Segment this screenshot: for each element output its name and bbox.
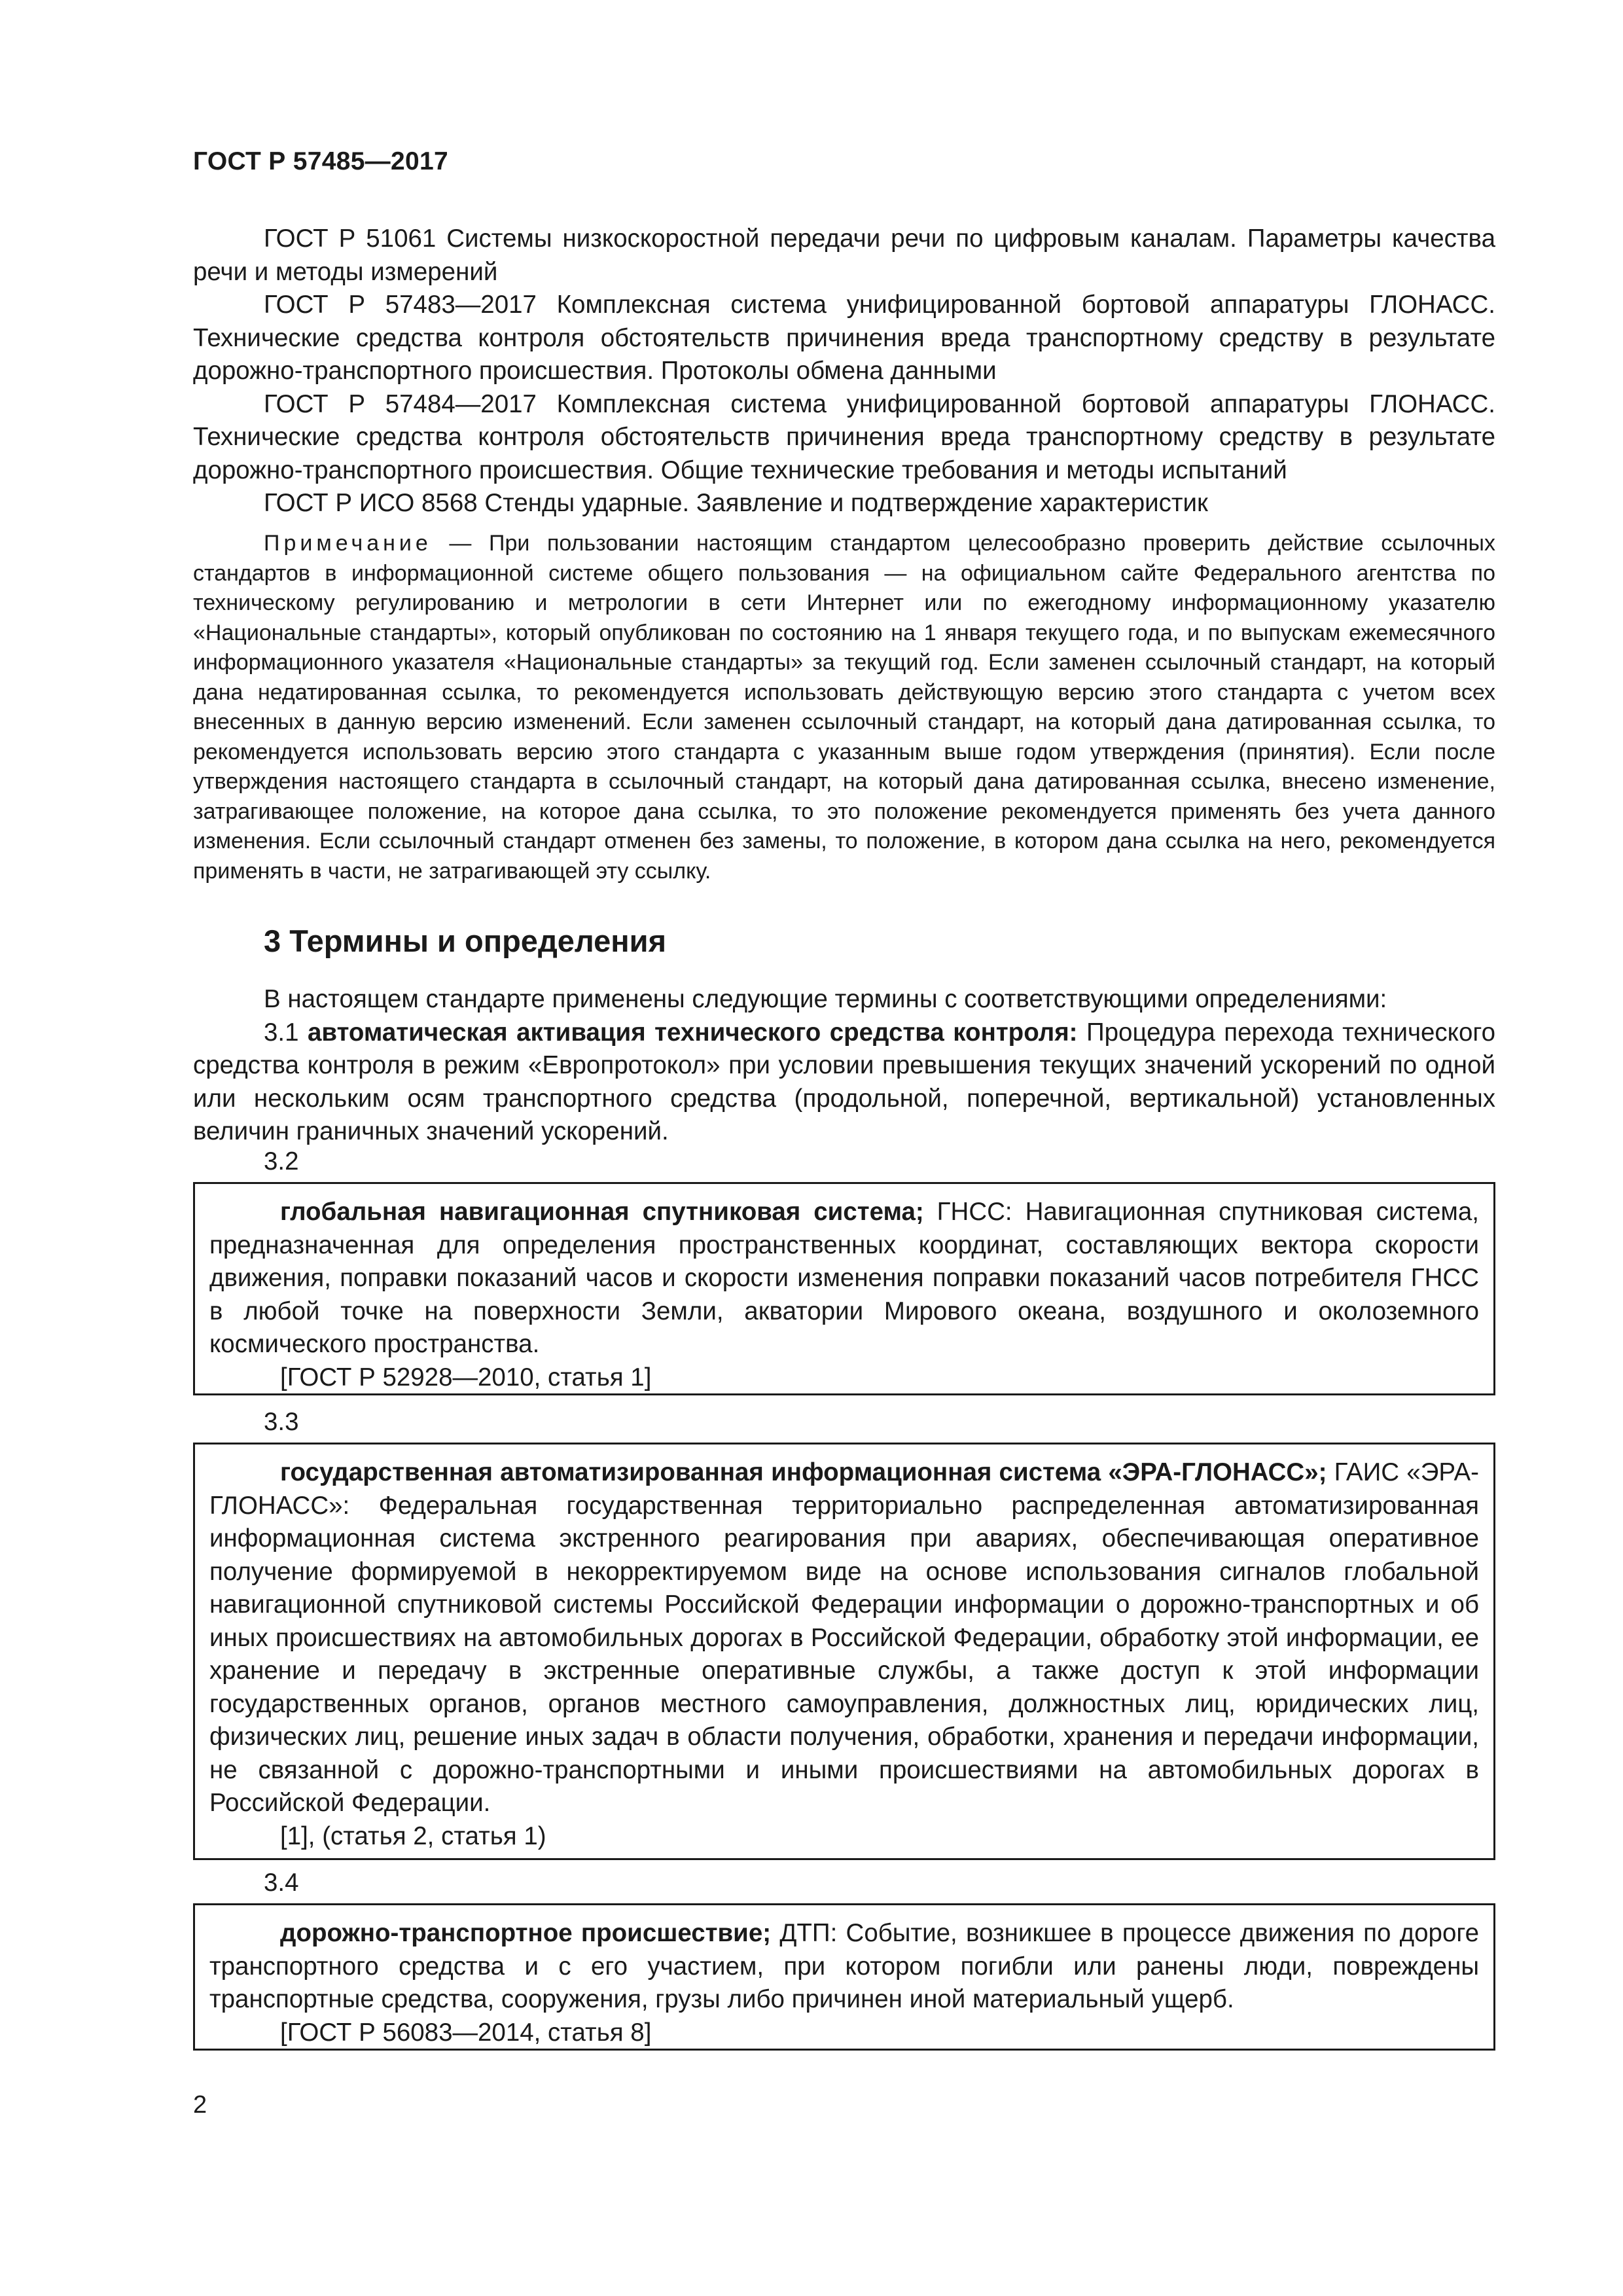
term-3-1 (193, 1016, 1495, 1149)
term-number-3-2: 3.2 (264, 1147, 299, 1175)
reference-item: ГОСТ Р ИСО 8568 Стенды ударные. Заявление и подтверждение характеристик (264, 489, 1208, 517)
term-box-3-3 (193, 1443, 1495, 1860)
term-definition: Процедура перехода технического средства контроля в режим «Европротокол» при условии превышения текущих значений ускорений по одной или нескольким осям транспортного средства (продольной, поперечной, вертикальной) установленных величин граничных значений ускорений. (193, 1018, 1495, 1145)
term-source: [ГОСТ Р 52928—2010, статья 1] (280, 1363, 652, 1391)
term-box-3-4 (193, 1903, 1495, 2051)
term-box-3-2 (193, 1182, 1495, 1395)
term-name: государственная автоматизированная информационная система «ЭРА-ГЛОНАСС»; (280, 1458, 1327, 1486)
reference-item: ГОСТ Р 51061 Системы низкоскоростной передачи речи по цифровым каналам. Параметры качества речи и методы измерений (193, 224, 1495, 286)
term-source: [ГОСТ Р 56083—2014, статья 8] (280, 2018, 652, 2047)
reference-item: ГОСТ Р 57483—2017 Комплексная система унифицированной бортовой аппаратуры ГЛОНАСС. Технические средства контроля обстоятельств причинения вреда транспортному средству в результате дорожно-транспортного происшествия. Протоколы обмена данными (193, 291, 1495, 385)
term-3-4 (209, 1917, 1479, 2017)
term-3-3 (209, 1456, 1479, 1820)
section-intro-block (193, 983, 1495, 1149)
term-number-3-4: 3.4 (264, 1869, 299, 1897)
section-title: 3 Термины и определения (264, 924, 666, 958)
term-definition: ГНСС: Навигационная спутниковая система, предназначенная для определения пространственных координат, составляющих вектора скорости движения, поправки показаний часов и скорости изменения поправки показаний часов потребителя ГНСС в любой точке на поверхности Земли, акватории Мирового океана, воздушного и околоземного космического пространства. (209, 1198, 1479, 1358)
page-number: 2 (193, 2091, 207, 2119)
term-definition: ДТП: Событие, возникшее в процессе движения по дороге транспортного средства и с его участием, при котором погибли или ранены люди, повреждены транспортные средства, сооружения, грузы либо причинен иной материальный ущерб. (209, 1919, 1479, 2013)
term-number-3-3: 3.3 (264, 1408, 299, 1436)
term-name: глобальная навигационная спутниковая система; (280, 1198, 924, 1226)
reference-item: ГОСТ Р 57484—2017 Комплексная система унифицированной бортовой аппаратуры ГЛОНАСС. Технические средства контроля обстоятельств причинения вреда транспортному средству в результате дорожно-транспортного происшествия. Общие технические требования и методы испытаний (193, 389, 1495, 484)
term-number: 3.1 (264, 1018, 299, 1047)
note-label: Примечание (264, 531, 432, 556)
normative-references (193, 223, 1495, 520)
term-name: дорожно-транспортное происшествие; (280, 1919, 772, 1947)
reference-note (193, 529, 1495, 886)
term-definition: ГАИС «ЭРА-ГЛОНАСС»: Федеральная государственная территориально распределенная автоматизированная информационная система экстренного реагирования при авариях, обеспечивающая оперативное получение формируемой в некорректируемом виде на основе использования сигналов глобальной навигационной спутниковой системы Российской Федерации информации о дорожно-транспортных и об иных происшествиях на автомобильных дорогах в Российской Федерации, обработку этой информации, ее хранение и передачу в экстренные оперативные службы, а также доступ к этой информации государственных органов, органов местного самоуправления, должностных лиц, юридических лиц, физических лиц, решение иных задач в области получения, обработки, хранения и передачи информации, не связанной с дорожно-транспортными и иными происшествиями на автомобильных дорогах в Российской Федерации. (209, 1458, 1479, 1817)
section-intro: В настоящем стандарте применены следующие термины с соответствующими определениями: (264, 985, 1387, 1013)
term-name: автоматическая активация технического средства контроля: (308, 1018, 1078, 1047)
document-header: ГОСТ Р 57485—2017 (193, 147, 448, 175)
note-text: — При пользовании настоящим стандартом целесообразно проверить действие ссылочных стандартов в информационной системе общего пользования — на официальном сайте Федерального агентства по техническому регулированию и метрологии в сети Интернет или по ежегодному информационному указателю «Национальные стандарты», который опубликован по состоянию на 1 января текущего года, и по выпускам ежемесячного информационного указателя «Национальные стандарты» за текущий год. Если заменен ссылочный стандарт, на который дана недатированная ссылка, то рекомендуется использовать действующую версию этого стандарта с учетом всех внесенных в данную версию изменений. Если заменен ссылочный стандарт, на который дана датированная ссылка, то рекомендуется использовать версию этого стандарта с указанным выше годом утверждения (принятия). Если после утверждения настоящего стандарта в ссылочный стандарт, на который дана датированная ссылка, внесено изменение, затрагивающее положение, на которое дана ссылка, то это положение рекомендуется применять без учета данного изменения. Если ссылочный стандарт отменен без замены, то положение, в котором дана ссылка на него, рекомендуется применять в части, не затрагивающей эту ссылку. (193, 531, 1495, 884)
term-3-2 (209, 1196, 1479, 1361)
term-source: [1], (статья 2, статья 1) (280, 1821, 546, 1850)
